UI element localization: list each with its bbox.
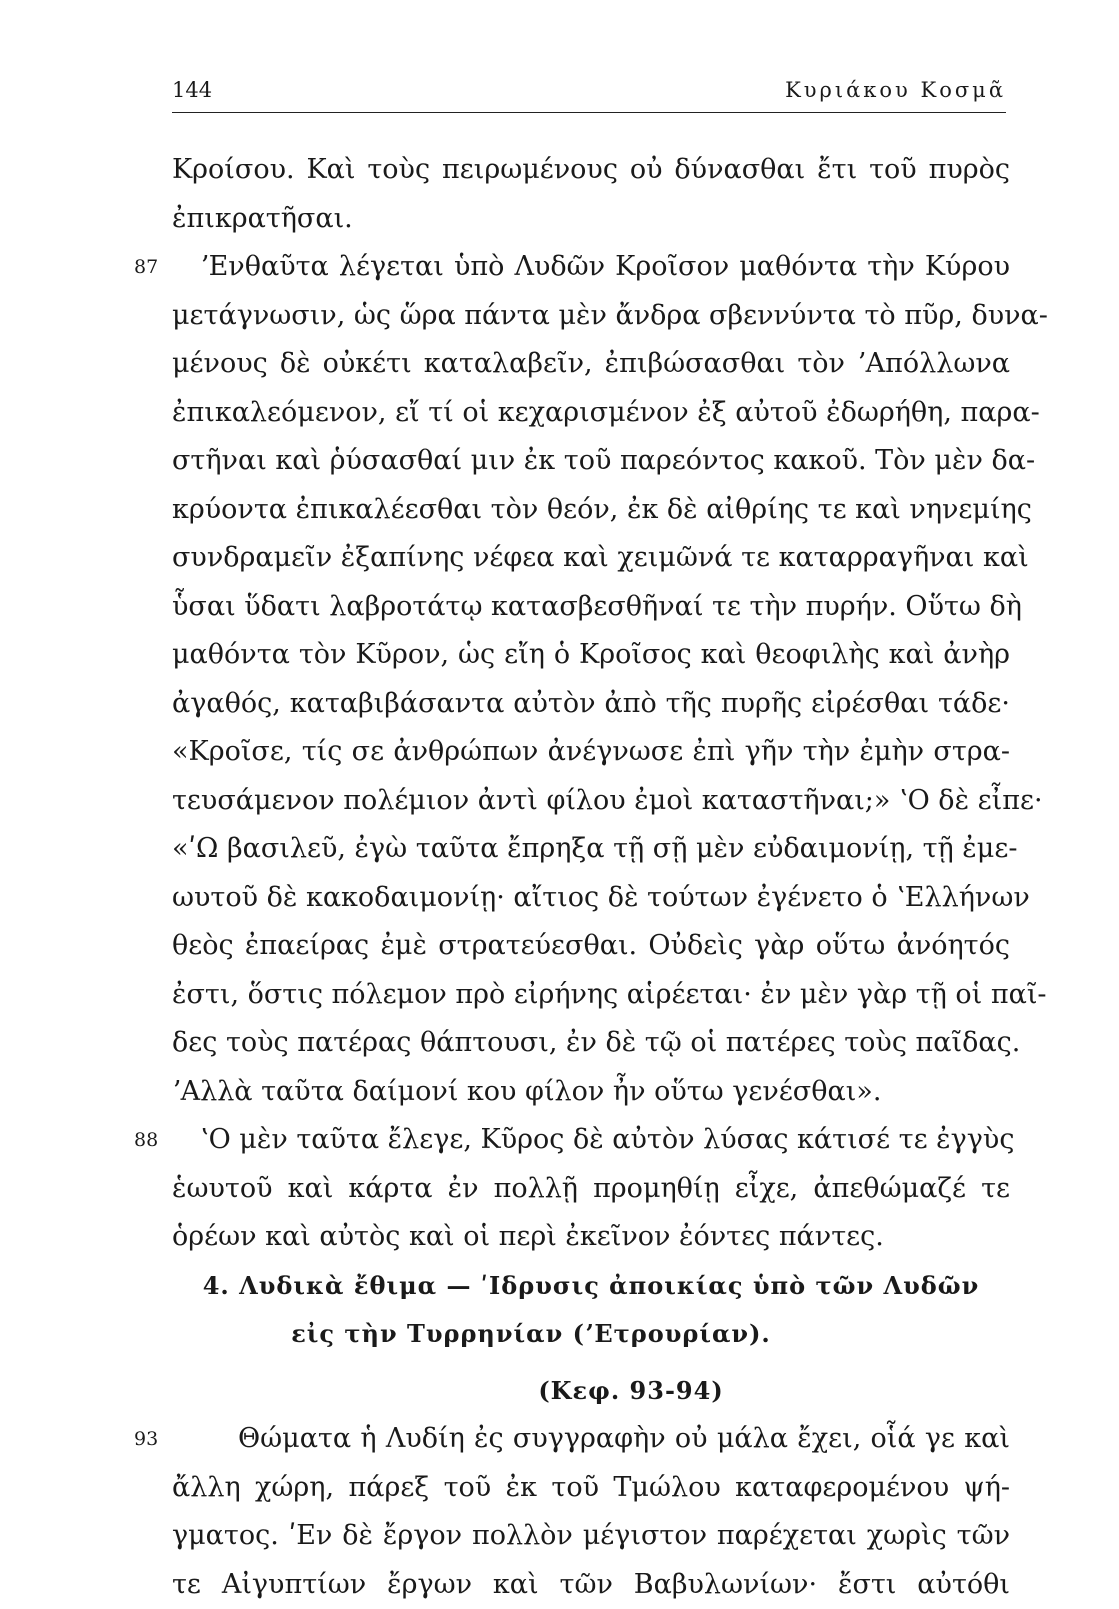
line-text: Κροίσου. Καὶ τοὺς πειρωμένους οὐ δύνασθαι ἔτι τοῦ πυρὸς — [172, 154, 1010, 185]
text-block-2 — [172, 1415, 1010, 1609]
line-text: συνδραμεῖν ἐξαπίνης νέφεα καὶ χειμῶνά τε καταρραγῆναι καὶ — [172, 542, 1029, 573]
page-header — [172, 78, 1006, 108]
line-text: ʽΟ μὲν ταῦτα ἔλεγε, Κῦρος δὲ αὐτὸν λύσας κάτισέ τε ἐγγὺς — [200, 1124, 1014, 1155]
text-line — [172, 728, 1010, 777]
text-line — [172, 1019, 1010, 1068]
line-text: ἐστι, ὅστις πόλεμον πρὸ εἰρήνης αἱρέεται· ἐν μὲν γὰρ τῇ οἱ παῖ- — [172, 979, 1047, 1010]
page-number: 144 — [172, 78, 212, 102]
line-text: γματος. ʹΕν δὲ ἔργον πολλὸν μέγιστον παρέχεται χωρὶς τῶν — [172, 1520, 1010, 1551]
text-line — [172, 437, 1010, 486]
text-line — [172, 825, 1010, 874]
text-line — [172, 340, 1010, 389]
line-text: ἐπικαλεόμενον, εἴ τί οἱ κεχαρισμένον ἐξ αὐτοῦ ἐδωρήθη, παρα- — [172, 397, 1040, 428]
text-line — [172, 243, 1010, 292]
line-text: μένους δὲ οὐκέτι καταλαβεῖν, ἐπιβώσασθαι τὸν ʼΑπόλλωνα — [172, 348, 1010, 379]
text-line — [172, 1464, 1010, 1513]
line-text: ωυτοῦ δὲ κακοδαιμονίῃ· αἴτιος δὲ τούτων ἐγένετο ὁ ʽΕλλήνων — [172, 882, 1030, 913]
line-text: κρύοντα ἐπικαλέεσθαι τὸν θεόν, ἐκ δὲ αἰθρίης τε καὶ νηνεμίης — [172, 494, 1032, 525]
text-line — [172, 1116, 1010, 1165]
line-text: τευσάμενον πολέμιον ἀντὶ φίλου ἐμοὶ καταστῆναι;» ʽΟ δὲ εἶπε· — [172, 785, 1043, 816]
text-line — [172, 971, 1010, 1020]
chapter-range: (Κεφ. 93-94) — [172, 1367, 1010, 1416]
text-line — [172, 1415, 1010, 1464]
line-text: στῆναι καὶ ῥύσασθαί μιν ἐκ τοῦ παρεόντος κακοῦ. Τὸν μὲν δα- — [172, 445, 1035, 476]
line-text: ἄλλη χώρη, πάρεξ τοῦ ἐκ τοῦ Τμώλου καταφερομένου ψή- — [172, 1472, 1010, 1503]
chapter-number: 87 — [134, 243, 158, 292]
text-line — [172, 292, 1010, 341]
text-line — [172, 631, 1010, 680]
running-head: Κυριάκου Κοσμᾶ — [785, 78, 1006, 102]
line-text: μετάγνωσιν, ὡς ὥρα πάντα μὲν ἄνδρα σβεννύντα τὸ πῦρ, δυνα- — [172, 300, 1048, 331]
line-text: «Κροῖσε, τίς σε ἀνθρώπων ἀνέγνωσε ἐπὶ γῆν τὴν ἐμὴν στρα- — [172, 736, 1010, 767]
line-text: ἀγαθός, καταβιβάσαντα αὐτὸν ἀπὸ τῆς πυρῆς εἰρέσθαι τάδε· — [172, 688, 1010, 719]
text-line — [172, 1068, 1010, 1117]
text-line — [172, 777, 1010, 826]
text-line — [172, 486, 1010, 535]
text-line — [172, 874, 1010, 923]
text-line — [172, 146, 1010, 195]
text-line — [172, 1213, 1010, 1262]
text-line — [172, 1165, 1010, 1214]
chapter-number: 93 — [134, 1415, 158, 1464]
text-line — [172, 1561, 1010, 1609]
line-text: ἐπικρατῆσαι. — [172, 203, 353, 234]
section-heading-line-2: εἰς τὴν Τυρρηνίαν (ʼΕτρουρίαν). — [172, 1310, 1010, 1359]
line-text: «ʹΩ βασιλεῦ, ἐγὼ ταῦτα ἔπρηξα τῇ σῇ μὲν εὐδαιμονίῃ, τῇ ἐμε- — [172, 833, 1017, 864]
header-rule — [172, 112, 1006, 113]
line-text: ʼΕνθαῦτα λέγεται ὑπὸ Λυδῶν Κροῖσον μαθόντα τὴν Κύρου — [200, 251, 1010, 282]
text-line — [172, 534, 1010, 583]
line-text: ʼΑλλὰ ταῦτα δαίμονί κου φίλον ἦν οὕτω γενέσθαι». — [172, 1076, 881, 1107]
line-text: ἑωυτοῦ καὶ κάρτα ἐν πολλῇ προμηθίῃ εἶχε, ἀπεθώμαζέ τε — [172, 1173, 1010, 1204]
text-line — [172, 922, 1010, 971]
text-line — [172, 195, 1010, 244]
line-text: ὗσαι ὕδατι λαβροτάτῳ κατασβεσθῆναί τε τὴν πυρήν. Οὕτω δὴ — [172, 591, 1022, 622]
line-text: ὁρέων καὶ αὐτὸς καὶ οἱ περὶ ἐκεῖνον ἐόντες πάντες. — [172, 1221, 884, 1252]
text-line — [172, 583, 1010, 632]
section-heading-line-1: 4. Λυδικὰ ἔθιμα — ʹΙδρυσις ἀποικίας ὑπὸ τῶν Λυδῶν — [172, 1262, 1010, 1311]
text-line — [172, 680, 1010, 729]
line-text: τε Αἰγυπτίων ἔργων καὶ τῶν Βαβυλωνίων· ἔστι αὐτόθι — [172, 1569, 1010, 1600]
text-block-1 — [172, 146, 1010, 1262]
chapter-number: 88 — [134, 1116, 158, 1165]
line-text: θεὸς ἐπαείρας ἐμὲ στρατεύεσθαι. Οὐδεὶς γὰρ οὕτω ἀνόητός — [172, 930, 1010, 961]
body-text — [172, 146, 1010, 1609]
text-line — [172, 1512, 1010, 1561]
line-text: δες τοὺς πατέρας θάπτουσι, ἐν δὲ τῷ οἱ πατέρες τοὺς παῖδας. — [172, 1027, 1020, 1058]
line-text: Θώματα ἡ Λυδίη ἐς συγγραφὴν οὐ μάλα ἔχει, οἷά γε καὶ — [238, 1423, 1010, 1454]
line-text: μαθόντα τὸν Κῦρον, ὡς εἴη ὁ Κροῖσος καὶ θεοφιλὴς καὶ ἀνὴρ — [172, 639, 1010, 670]
text-line — [172, 389, 1010, 438]
